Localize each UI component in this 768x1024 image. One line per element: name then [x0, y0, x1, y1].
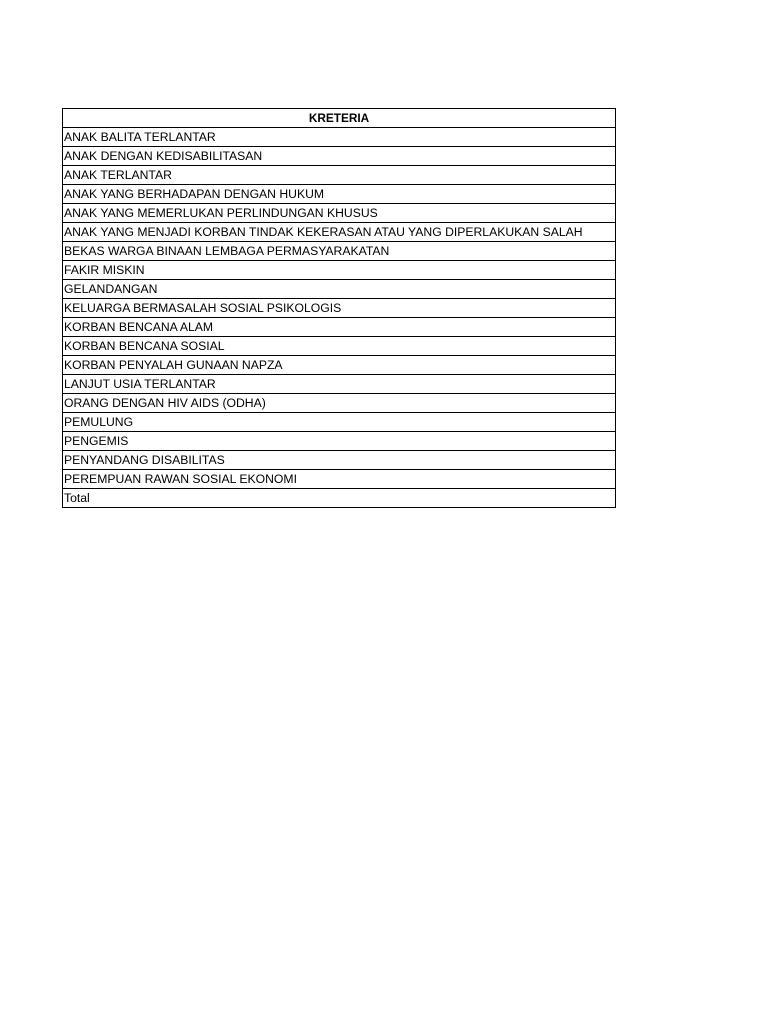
row-label: PENYANDANG DISABILITAS	[63, 451, 616, 470]
row-label: ANAK DENGAN KEDISABILITASAN	[63, 147, 616, 166]
table-row	[63, 451, 616, 470]
row-label: ANAK YANG MEMERLUKAN PERLINDUNGAN KHUSUS	[63, 204, 616, 223]
table-row	[63, 147, 616, 166]
column-header-kreteria: KRETERIA	[63, 109, 616, 128]
kreteria-table	[62, 108, 616, 508]
row-label: KORBAN BENCANA ALAM	[63, 318, 616, 337]
table-row	[63, 223, 616, 242]
table-row	[63, 204, 616, 223]
table-row	[63, 337, 616, 356]
table-row	[63, 375, 616, 394]
table-row	[63, 318, 616, 337]
row-label: ANAK BALITA TERLANTAR	[63, 128, 616, 147]
row-label: ANAK TERLANTAR	[63, 166, 616, 185]
row-label: ORANG DENGAN HIV AIDS (ODHA)	[63, 394, 616, 413]
row-label: BEKAS WARGA BINAAN LEMBAGA PERMASYARAKATAN	[63, 242, 616, 261]
row-label: PEREMPUAN RAWAN SOSIAL EKONOMI	[63, 470, 616, 489]
table-total-row	[63, 489, 616, 508]
row-label: GELANDANGAN	[63, 280, 616, 299]
table-row	[63, 432, 616, 451]
table-row	[63, 261, 616, 280]
table-row	[63, 470, 616, 489]
table-row	[63, 128, 616, 147]
row-label: FAKIR MISKIN	[63, 261, 616, 280]
table-row	[63, 242, 616, 261]
row-label: LANJUT USIA TERLANTAR	[63, 375, 616, 394]
row-label: KORBAN BENCANA SOSIAL	[63, 337, 616, 356]
table-row	[63, 299, 616, 318]
row-label: KELUARGA BERMASALAH SOSIAL PSIKOLOGIS	[63, 299, 616, 318]
table-header-row	[63, 109, 616, 128]
total-label: Total	[63, 489, 616, 508]
row-label: PENGEMIS	[63, 432, 616, 451]
table-row	[63, 413, 616, 432]
row-label: ANAK YANG MENJADI KORBAN TINDAK KEKERASAN ATAU YANG DIPERLAKUKAN SALAH	[63, 223, 616, 242]
row-label: KORBAN PENYALAH GUNAAN NAPZA	[63, 356, 616, 375]
row-label: PEMULUNG	[63, 413, 616, 432]
table-row	[63, 185, 616, 204]
table-row	[63, 166, 616, 185]
row-label: ANAK YANG BERHADAPAN DENGAN HUKUM	[63, 185, 616, 204]
table-row	[63, 394, 616, 413]
table-row	[63, 356, 616, 375]
table-row	[63, 280, 616, 299]
